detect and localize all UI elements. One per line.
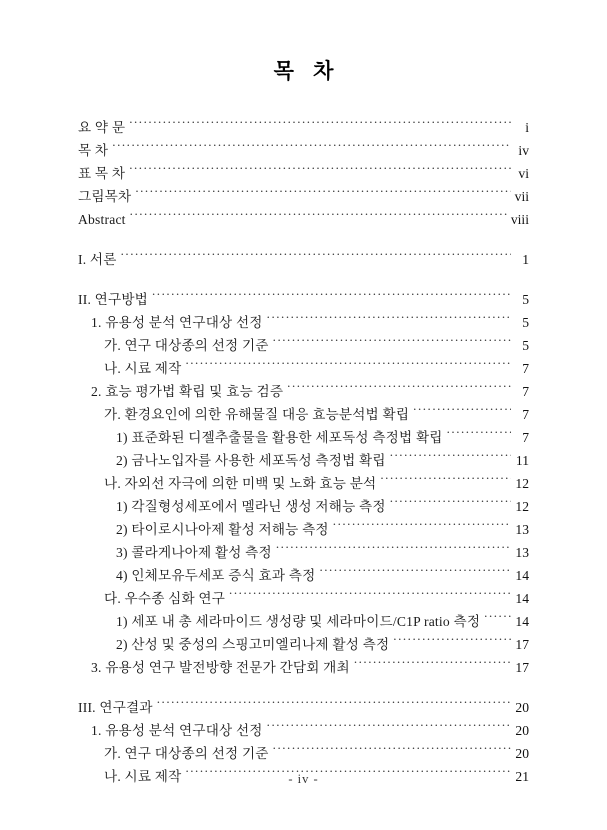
toc-entry-page-number: 14 (515, 568, 529, 583)
toc-leader-dots (229, 589, 511, 603)
toc-leader-dots (413, 405, 511, 419)
toc-entry-label: 나. 자외선 자극에 의한 미백 및 노화 효능 분석 (104, 476, 377, 491)
toc-entry-page-number: vii (514, 189, 529, 204)
toc-leader-dots (267, 313, 511, 327)
toc-entry-level-1[interactable] (78, 656, 529, 679)
toc-entry-page-number: 13 (515, 545, 529, 560)
toc-entry-level-3[interactable] (78, 426, 529, 449)
toc-entry-label: 요 약 문 (78, 120, 126, 135)
toc-entry-label: 1) 세포 내 총 세라마이드 생성량 및 세라마이드/C1P ratio 측정 (116, 614, 481, 629)
toc-leader-dots (380, 474, 511, 488)
toc-entry-page-number: 12 (515, 499, 529, 514)
toc-entry-page-number: 20 (515, 700, 529, 715)
toc-entry-label: 1. 유용성 분석 연구대상 선정 (91, 723, 263, 738)
toc-entry-label: 그림목차 (78, 189, 132, 204)
toc-entry-level-2[interactable] (78, 357, 529, 380)
toc-entry-label: 다. 우수종 심화 연구 (104, 591, 226, 606)
toc-entry-page-number: 20 (515, 723, 529, 738)
toc-entry-label: 1) 각질형성세포에서 멜라닌 생성 저해능 측정 (116, 499, 386, 514)
toc-entry-page-number: 7 (522, 407, 529, 422)
toc-entry-label: 1. 유용성 분석 연구대상 선정 (91, 315, 263, 330)
toc-entry-page-number: 13 (515, 522, 529, 537)
toc-entry-level-2[interactable] (78, 472, 529, 495)
toc-leader-dots (276, 543, 511, 557)
toc-entry-page-number: 11 (515, 453, 529, 468)
toc-leader-dots (152, 290, 511, 304)
toc-leader-dots (273, 744, 511, 758)
toc-entry-label: I. 서론 (78, 252, 117, 267)
toc-entry-page-number: 21 (515, 769, 529, 784)
toc-entry-label: 4) 인체모유두세포 증식 효과 측정 (116, 568, 316, 583)
toc-leader-dots (390, 497, 511, 511)
toc-leader-dots (273, 336, 511, 350)
toc-leader-dots (121, 250, 511, 264)
chapter-entries-group (78, 248, 529, 788)
toc-entry-label: 2. 효능 평가법 확립 및 효능 검증 (91, 384, 284, 399)
toc-entry-label: II. 연구방법 (78, 292, 148, 307)
toc-leader-dots (484, 612, 511, 626)
toc-entry-page-number: 7 (522, 361, 529, 376)
toc-entry-page-number: 12 (515, 476, 529, 491)
toc-leader-dots (393, 635, 511, 649)
toc-entry-page-number: iv (518, 143, 529, 158)
toc-leader-dots (157, 698, 511, 712)
toc-front-matter-item[interactable] (78, 185, 529, 208)
front-matter-group (78, 116, 529, 231)
toc-entry-label: III. 연구결과 (78, 700, 153, 715)
toc-leader-dots (129, 118, 511, 132)
toc-entry-label: 2) 타이로시나아제 활성 저해능 측정 (116, 522, 329, 537)
toc-entry-level-2[interactable] (78, 403, 529, 426)
toc-leader-dots (135, 187, 511, 201)
toc-entry-label: 1) 표준화된 디젤추출물을 활용한 세포독성 측정법 확립 (116, 430, 443, 445)
toc-entry-level-2[interactable] (78, 742, 529, 765)
toc-entry-level-1[interactable] (78, 380, 529, 403)
toc-entry-level-3[interactable] (78, 541, 529, 564)
toc-entry-page-number: 20 (515, 746, 529, 761)
toc-entry-label: 가. 환경요인에 의한 유해물질 대응 효능분석법 확립 (104, 407, 410, 422)
toc-entry-level-0[interactable] (78, 248, 529, 271)
toc-entry-level-2[interactable] (78, 587, 529, 610)
toc-entry-page-number: 17 (515, 660, 529, 675)
toc-leader-dots (185, 359, 511, 373)
toc-entry-page-number: viii (510, 212, 529, 227)
toc-leader-dots (112, 141, 511, 155)
toc-entry-page-number: 14 (515, 591, 529, 606)
toc-leader-dots (287, 382, 511, 396)
toc-entry-level-3[interactable] (78, 564, 529, 587)
toc-entry-level-3[interactable] (78, 518, 529, 541)
toc-entry-label: 표 목 차 (78, 166, 126, 181)
toc-entry-label: 가. 연구 대상종의 선정 기준 (104, 746, 269, 761)
toc-entry-page-number: 14 (515, 614, 529, 629)
toc-front-matter-item[interactable] (78, 162, 529, 185)
toc-entry-label: 목 차 (78, 143, 109, 158)
toc-leader-dots (267, 721, 511, 735)
toc-entry-level-1[interactable] (78, 719, 529, 742)
toc-leader-dots (129, 164, 511, 178)
toc-entry-level-3[interactable] (78, 449, 529, 472)
toc-leader-dots (319, 566, 511, 580)
toc-leader-dots (447, 428, 511, 442)
toc-entry-page-number: vi (518, 166, 529, 181)
toc-entry-level-2[interactable] (78, 334, 529, 357)
toc-entry-page-number: 7 (522, 384, 529, 399)
toc-entry-level-0[interactable] (78, 288, 529, 311)
toc-entry-level-3[interactable] (78, 633, 529, 656)
toc-leader-dots (333, 520, 511, 534)
toc-entry-page-number: 5 (522, 338, 529, 353)
toc-front-matter-item[interactable] (78, 116, 529, 139)
toc-leader-dots (354, 658, 511, 672)
toc-entry-level-0[interactable] (78, 696, 529, 719)
toc-entry-page-number: 1 (522, 252, 529, 267)
toc-list (0, 116, 607, 788)
toc-entry-label: 2) 금나노입자를 사용한 세포독성 측정법 확립 (116, 453, 386, 468)
toc-entry-page-number: 17 (515, 637, 529, 652)
toc-front-matter-item[interactable] (78, 208, 529, 231)
toc-leader-dots (130, 210, 509, 224)
toc-entry-label: 2) 산성 및 중성의 스핑고미엘리나제 활성 측정 (116, 637, 390, 652)
toc-entry-level-3[interactable] (78, 495, 529, 518)
toc-entry-page-number: 5 (522, 292, 529, 307)
toc-entry-label: 나. 시료 제작 (104, 361, 182, 376)
toc-entry-level-1[interactable] (78, 311, 529, 334)
toc-entry-label: Abstract (78, 212, 126, 227)
toc-entry-label: 3) 콜라게나아제 활성 측정 (116, 545, 272, 560)
page-title: 목 차 (273, 59, 341, 83)
toc-entry-level-3[interactable] (78, 610, 529, 633)
page-footer: - iv - (288, 772, 319, 786)
toc-entry-label: 3. 유용성 연구 발전방향 전문가 간담회 개최 (91, 660, 350, 675)
toc-entry-label: 가. 연구 대상종의 선정 기준 (104, 338, 269, 353)
toc-entry-page-number: i (525, 120, 529, 135)
toc-entry-label: 나. 시료 제작 (104, 769, 182, 784)
toc-entry-page-number: 5 (522, 315, 529, 330)
toc-entry-page-number: 7 (522, 430, 529, 445)
toc-front-matter-item[interactable] (78, 139, 529, 162)
toc-leader-dots (390, 451, 511, 465)
